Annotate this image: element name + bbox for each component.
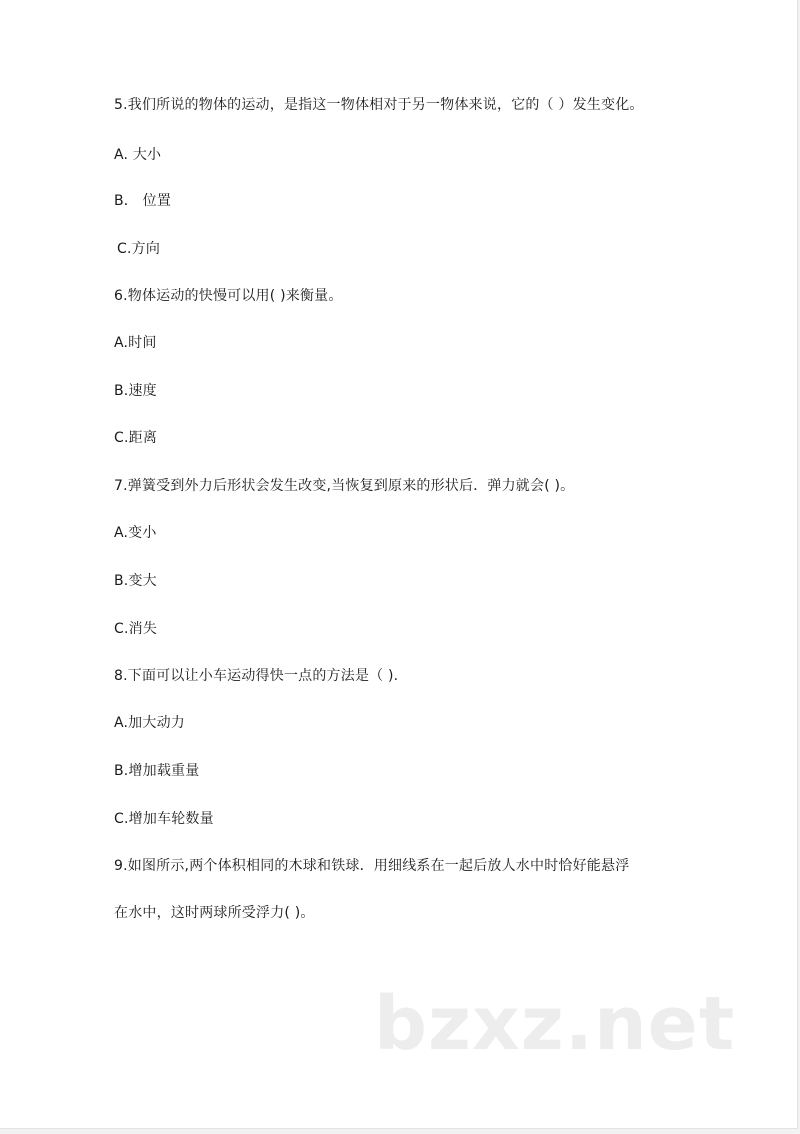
question-6-stem: 6.物体运动的快慢可以用( )来衡量。 (114, 288, 343, 304)
question-8-option-a: A.加大动力 (114, 715, 185, 731)
question-9-stem-line-1: 9.如图所示,两个体积相同的木球和铁球．用细线系在一起后放人水中时恰好能悬浮 (114, 858, 630, 874)
question-5-option-a: A. 大小 (114, 147, 162, 163)
question-5-option-c: C.方向 (117, 241, 161, 257)
question-7-option-a: A.变小 (114, 525, 157, 541)
question-6-option-a: A.时间 (114, 335, 157, 351)
question-8-stem: 8.下面可以让小车运动得快一点的方法是（ ). (114, 668, 399, 684)
question-7-option-c: C.消失 (114, 621, 158, 637)
question-6-option-c: C.距离 (114, 430, 158, 446)
question-6-option-b: B.速度 (114, 383, 157, 399)
question-7-option-b: B.变大 (114, 573, 157, 589)
question-8-option-c: C.增加车轮数量 (114, 811, 214, 827)
question-7-stem: 7.弹簧受到外力后形状会发生改变,当恢复到原来的形状后．弹力就会( )。 (114, 478, 575, 494)
question-5-option-b: B． 位置 (114, 193, 172, 209)
watermark: bzxz.net (374, 981, 736, 1067)
question-5-stem: 5.我们所说的物体的运动，是指这一物体相对于另一物体来说，它的（ ）发生变化。 (114, 97, 644, 113)
question-9-stem-line-2: 在水中，这时两球所受浮力( )。 (114, 905, 315, 921)
question-8-option-b: B.增加载重量 (114, 763, 200, 779)
